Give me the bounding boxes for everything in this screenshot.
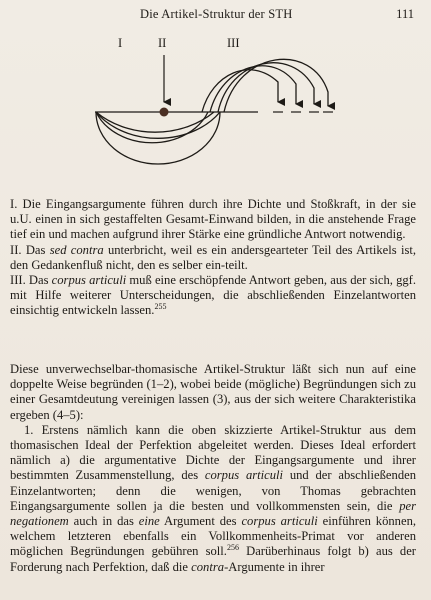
list-item-prefix: I. [10,197,23,211]
italic-term: corpus articuli [204,468,284,483]
diagram-label-ii: II [158,36,167,50]
list-item-i [10,197,416,243]
paragraph-intro: Diese unverwechselbar-thomasische Artikel-Struktur läßt sich nun auf eine doppelte Weise begründen (1–2), wobei beide (mögliche) Begründungen sich zu einer Gesamtdeutung vereinigen lassen (3), aus der sich weitere Charakteristika ergeben (4–5): [10,362,416,422]
list-item-prefix: III. Das [10,273,52,288]
text-run: 1. Erstens nämlich kann die oben skizzierte Artikel-Struktur aus dem thomasischen Ideal der Perfektion abgeleitet werden. Dieses Ideal erfordert nämlich a) die argumentative Dichte der Eingangsargumente und ihrer bestimmten Zusammenstellung, des [10,422,416,483]
italic-term: corpus articuli [241,514,318,529]
running-head [0,7,431,25]
text-run: Argument des [159,514,242,529]
enumerated-list [0,197,431,319]
text-run: auch in das [68,514,139,529]
footnote-ref[interactable]: 255 [154,302,167,312]
article-structure-diagram [80,30,360,190]
list-item-ii [10,243,416,273]
corpus-articuli-arcs [202,59,328,112]
paragraph-first-reason [10,423,416,575]
italic-term: eine [138,514,160,529]
text-run: -Argumente in ihrer [224,559,325,574]
term-corpus-articuli: corpus articuli [51,273,127,288]
text-run: einführen können, welchem letzteren ebenfalls ein Vollkommenheits-Primat vor anderen möglichen Begründungen gebühren soll. [10,514,417,559]
list-item-prefix: II. Das [10,242,50,257]
list-item-iii [10,273,416,319]
list-item-text: Die Eingangsargumente führen durch ihre Dichte und Stoßkraft, in der sie u.U. einen in sich gestaffelten Gesamt-Einwand bilden, in die anstehende Frage tief ein und machen aufgrund ihrer Stärke eine gründliche Antwort notwendig. [10,197,416,242]
diagram-label-i: I [118,36,123,50]
eingangsargumente-arcs [96,112,220,164]
list-item-text: muß eine erschöpfende Antwort geben, aus der sich, ggf. mit Hilfe weiterer Unterscheidungen, die abschließenden Einzelantworten einsichtig entwickeln lassen. [10,273,416,318]
italic-term: contra [191,559,225,574]
list-item-text: unterbricht, weil es ein andersgearteter Teil des Artikels ist, den Gedankenfluß nicht, den es selber ein-teilt. [10,242,417,272]
text-run: und der abschließenden Einzelantworten; denn die wenigen, von Thomas gebrachten Eingangsargumente sollen ja die besten und vollkommensten sein, die [10,468,417,513]
body-text [0,362,431,575]
diagram-label-iii: III [227,36,240,50]
text-run: Darüberhinaus folgt b) aus der Forderung nach Perfektion, daß die [10,544,416,574]
sed-contra-dot [160,108,169,117]
term-sed-contra: sed contra [49,242,104,257]
running-head-title: Die Artikel-Struktur der STH [140,7,293,21]
page-number: 111 [396,7,414,21]
footnote-ref[interactable]: 256 [226,543,239,553]
italic-term: per negationem [10,498,416,529]
